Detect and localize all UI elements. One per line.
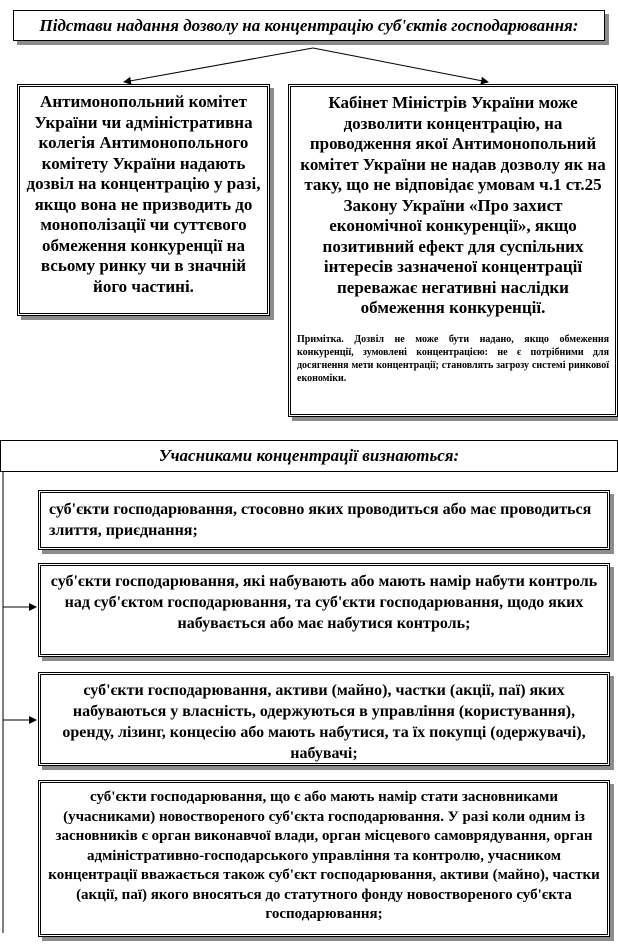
right-box-text: Кабінет Міністрів України може дозволити концентрацію, на проводження якої Антимонопольний комітет України не надав дозволу як на таку, що не відповідає умовам ч.1 ст.25 Закону України «Про захист економічної конкуренції», якщо позитивний ефект для суспільних інтересів зазначеної концентрації переважає негативні наслідки обмеження конкуренції. [300,93,606,317]
participant-item-1 [38,490,610,550]
participant-item-2 [38,563,610,657]
participant-text: суб'єкти господарювання, активи (майно), частки (акції, паї) яких набуваються у власність, одержуються в управління (користування), оренду, лізинг, концесію або мають набутися, та їх покупці (одержувачі), набувачі; [62,682,586,762]
arrow-to-left-box [124,48,313,82]
participant-text: суб'єкти господарювання, стосовно яких проводиться або має проводиться злиття, приєднання; [49,501,592,539]
left-box [17,84,270,316]
participant-text: суб'єкти господарювання, які набувають або мають намір набути контроль над суб'єктом господарювання, та суб'єкти господарювання, щодо яких набувається або має набутися контроль; [50,573,598,632]
title-text: Підстави надання дозволу на концентрацію суб'єктів господарювання: [39,16,579,35]
right-box [288,84,618,417]
participants-bracket [3,470,36,933]
title-box [13,10,605,41]
branch-arrows [124,48,488,82]
left-box-text: Антимонопольний комітет України чи адміністративна колегія Антимонопольного комітету України надають дозвіл на концентрацію у разі, якщо вона не призводить до монополізації чи суттєвого обмеження конкуренції на всьому ринку чи в значній його частині. [26,92,261,296]
participants-title-box [0,440,618,472]
participants-title: Учасниками концентрації визнаються: [158,446,460,465]
participant-item-4 [38,780,610,937]
right-box-note [297,333,609,385]
note-label: Примітка. [297,333,344,345]
participant-item-3 [38,672,610,766]
participant-text: суб'єкти господарювання, що є або мають намір стати засновниками (учасниками) новоствореного суб'єкта господарювання. У разі коли одним із засновників є орган виконавчої влади, орган місцевого самоврядування, орган адміністративно-господарського управління та контролю, учасником концентрації вважається також суб'єкт господарювання, активи (майно), частки (акції, паї) якого вносяться до статутного фонду новоствореного суб'єкта господарювання; [48,789,600,922]
note-text: Дозвіл не може бути надано, якщо обмеження конкуренції, зумовлені концентрацією: не є потрібними для досягнення мети концентрації; становлять загрозу системі ринкової економіки. [297,333,610,384]
arrow-to-right-box [313,48,488,82]
